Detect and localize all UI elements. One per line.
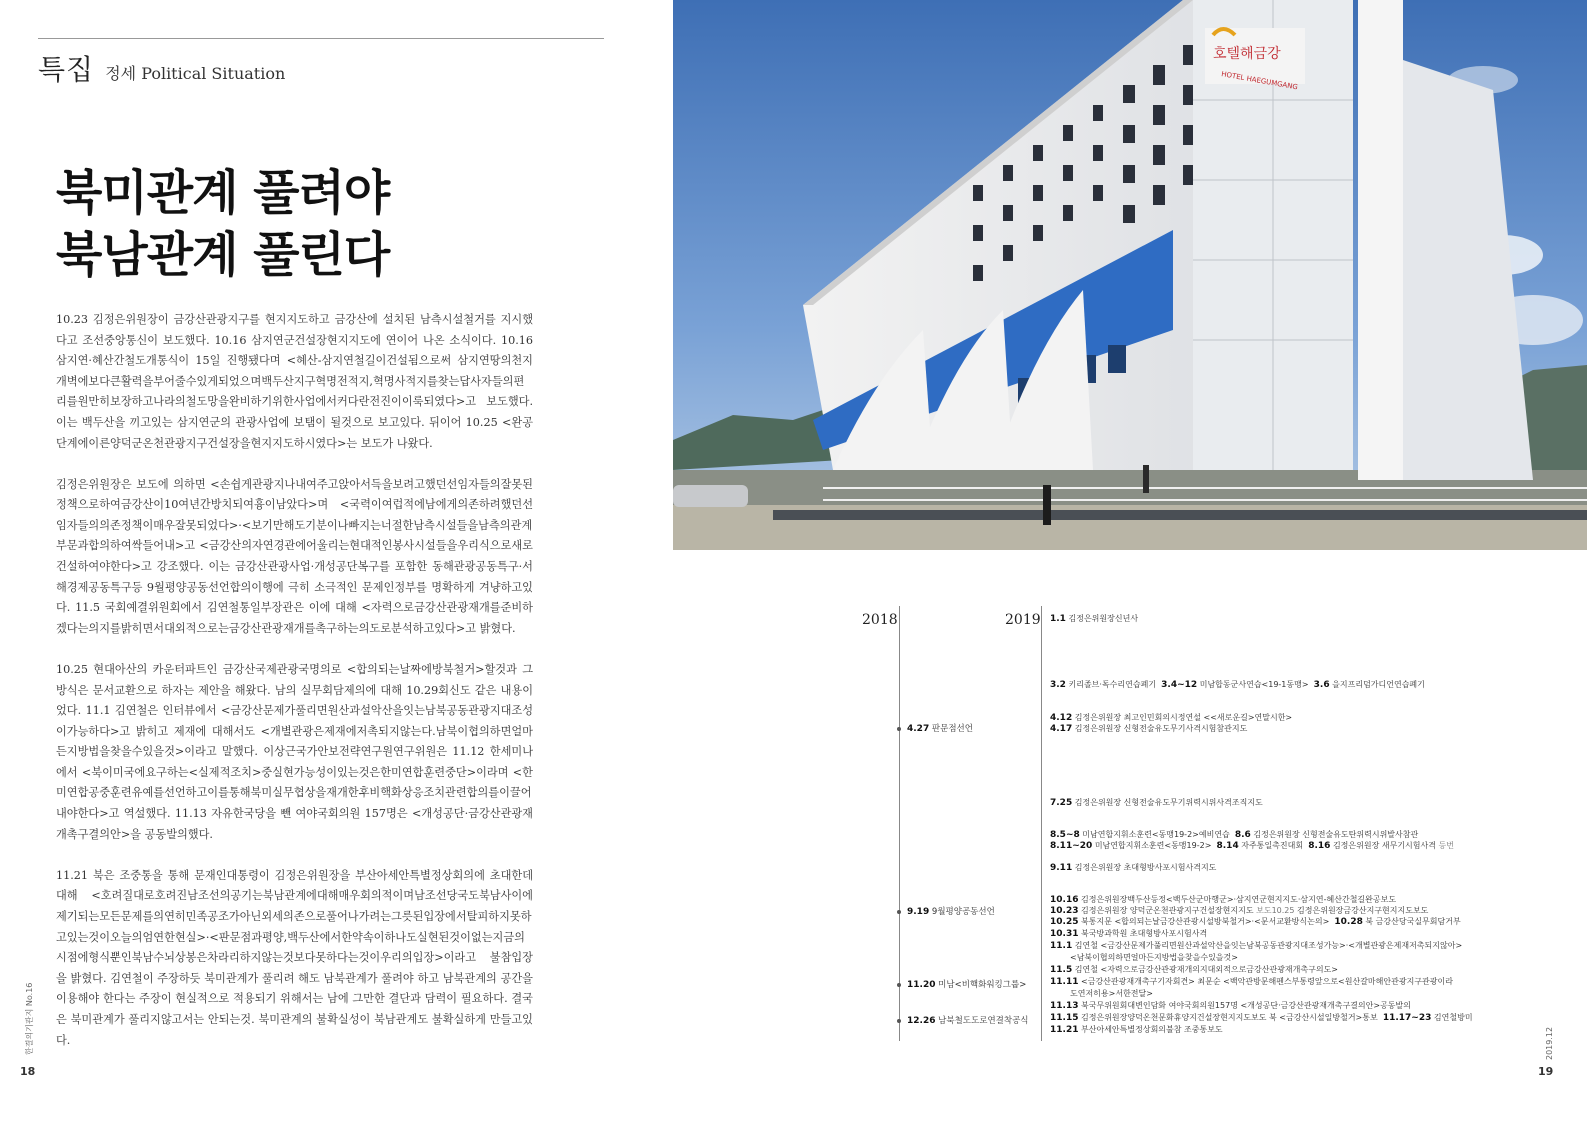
timeline-axis-2018 [899, 606, 900, 1041]
timeline-event-2019: 11.11 <금강산관광재개촉구기자회견> 최문순 <백악관방문해펜스부통령앞으로<원산갈마해안관광지구관광이라 [1050, 977, 1453, 987]
sidebar-issue-date: 2019.12 [1545, 1026, 1554, 1060]
timeline-event-2019: 10.23 김정은위원장 양덕군온천관광지구건설장현지지도 보도10.25 김정은위원장금강산지구현지지도보도 [1050, 906, 1429, 916]
timeline-event-2019: 8.11~20 미남연합지휘소훈련<동맹19-2> 8.14 자주통일촉진대회 8.16 김정은위원장 새무기시험사격 등번 [1050, 841, 1454, 851]
timeline-event-2018: 9.19 9월평양공동선언 [907, 907, 995, 917]
timeline-event-2018: 11.20 미남<비핵화워킹그룹> [907, 980, 1027, 990]
timeline-event-2019: 11.15 김정은위원장양덕온천문화휴양지건설장현지지도보도 북 <금강산시설일방철거>통보 11.17~23 김연철방미 [1050, 1013, 1473, 1023]
section-header [38, 48, 285, 88]
timeline-event-2019: 11.1 김연철 <금강산문제가풀리면원산과설악산을잇는남북공동관광지대조성가능>·<개별관광은제재저촉되지않아> [1050, 941, 1463, 951]
timeline-event-2018: 12.26 남북철도도로연결착공식 [907, 1016, 1029, 1026]
article-headline [56, 162, 389, 286]
timeline-event-2019: 8.5~8 미남연합지휘소훈련<동맹19-2>예비연습 8.6 김정은위원장 신형전술유도탄위력시위발사참관 [1050, 830, 1419, 840]
timeline-event-2019: 도연저히용>서한전달> [1070, 989, 1153, 998]
page-number-left: 18 [20, 1065, 36, 1078]
paragraph: 11.21 북은 조중통을 통해 문재인대통령이 김정은위원장을 부산아세안특별정상회의에 초대한데 대해 <호려질대로호려진남조선의공기는북남관계에대해매우회의적이며남조선당국도북남사이에제기되는모든문제를의연히민족공조가아닌외세의존으로풀어나가려는그릇된입장에서탈피하지못하고있는것이오늘의엄연한현실>·<판문점과평양,백두산에서한약속이하나도실현된것이없는지금의시점에형식뿐인북남수뇌상봉은차라리하지않는것보다못하다는것이우리의입장>이라고 불참입장을 밝혔다. 김연철이 주장하듯 북미관계가 풀리려 해도 남북관계가 풀려야 하고 남북관계의 공간을 이용해야 한다는 주장이 현실적으로 적용되기 위해서는 남에 그만한 결단과 담력이 필요하다. 결국은 북미관계가 풀리지않고서는 안되는것. 북미관계의 불확실성이 북남관계도 불확실하게 만들고있다. [56, 868, 533, 1047]
timeline-dot [897, 727, 901, 731]
paragraph: 10.23 김정은위원장이 금강산관광지구를 현지지도하고 금강산에 설치된 남측시설철거를 지시했다고 조선중앙통신이 보도했다. 10.16 삼지연군건설장현지지도에 연이어 나온 소식이다. 10.16 삼지연·혜산간철도개통식이 15일 진행됐다며 <혜산-삼지연철길이건설됨으로써 삼지연땅의천지개벽에보다큰활력을부어줄수있게되었으며백두산지구혁명전적지,혁명사적지를찾는답사자들의편리를원만히보장하고나라의철도망을완비하기위한사업에서커다란전진이이룩되였다>고 보도했다. 이는 백두산을 끼고있는 삼지연군의 관광사업에 보탬이 될것으로 보고있다. 뒤이어 10.25 <완공단계에이른양덕군온천관광지구건설장을현지지도하시였다>는 보도가 나왔다. [56, 313, 533, 450]
section-title: 특집 [38, 53, 95, 86]
timeline-event-2019: 10.25 북통지문 <합의되는날금강산관광시설방북철거>·<문서교환방식논의> 10.28 북 금강산당국실무회담거부 [1050, 917, 1461, 927]
hotel-photo [673, 0, 1587, 550]
timeline-event-2019: 10.31 북국방과학원 초대형방사포시험사격 [1050, 929, 1208, 939]
timeline-event-2019: 4.12 김정은위원장 최고인민회의시정연설 <<새로운길>연말시한> [1050, 713, 1293, 723]
year-2018: 2018 [862, 612, 898, 628]
article-body [56, 310, 533, 1072]
timeline-event-2019: 4.17 김정은위원장 신형전술유도무기사격시험참관지도 [1050, 724, 1248, 734]
hotel-sign-english: HOTEL HAEGUMGANG [1220, 70, 1299, 92]
timeline-event-2019: 11.13 북국무위원회대변인담화 여야국회의원157명 <개성공단·금강산관광재개촉구결의안>공동발의 [1050, 1001, 1411, 1011]
year-2019: 2019 [1005, 612, 1041, 628]
timeline-event-2019: 9.11 김정은위원장 초대형방사포시험사격지도 [1050, 863, 1217, 873]
timeline-event-2018: 4.27 판문점선언 [907, 724, 973, 734]
timeline-event-2019: 10.16 김정은위원장백두산등정<백두산군마행군>·삼지연군현지지도·삼지연-혜산간철길완공보도 [1050, 895, 1397, 905]
hotel-sign-korean: 호텔해금강 [1213, 46, 1281, 62]
timeline-dot [897, 983, 901, 987]
timeline-event-2019: 1.1 김정은위원장신년사 [1050, 614, 1139, 624]
page-number-right: 19 [1538, 1065, 1554, 1078]
timeline-event-2019: 11.5 김연철 <자력으로금강산관광재개의지대외적으로금강산관광재개촉구의도> [1050, 965, 1339, 975]
headline-line-1: 북미관계 풀려야 [56, 165, 390, 221]
section-subtitle: 정세 Political Situation [105, 64, 286, 83]
paragraph: 10.25 현대아산의 카운터파트인 금강산국제관광국명의로 <합의되는날짜에방북철거>할것과 그 방식은 문서교환으로 하자는 제안을 해왔다. 남의 실무회담제의에 대해 10.29회신도 같은 내용이었다. 11.1 김연철은 인터뷰에서 <금강산문제가풀리면원산과설악산을잇는남북공동관광지대조성이가능하다>고 밝히고 제재에 대해서도 <개별관광은제재에저촉되지않는다.남북이협의하면얼마든지방법을찾을수있을것>이라고 말했다. 이상근국가안보전략연구원연구위원은 11.12 한세미나에서 <북이미국에요구하는<실제적조치>중실현가능성이있는것은한미연합훈련중단>이라며 <한미연합공중훈련유예를선언하고이를통해북미실무협상을재개한후비핵화상응조치관련합의를이끌어내야한다>고 역설했다. 11.13 자유한국당을 뺀 여야국회의원 157명은 <개성공단·금강산관광재개촉구결의안>을 공동발의했다. [56, 662, 533, 841]
headline-line-2: 북남관계 풀린다 [56, 227, 390, 283]
timeline-event-2019: 11.21 부산아세안특별정상회의불참 조중통보도 [1050, 1025, 1223, 1035]
timeline-event-2019: 7.25 김정은위원장 신형전술유도무기위력시위사격조직지도 [1050, 798, 1263, 808]
timeline-dot [897, 910, 901, 914]
timeline-event-2019: <남북이협의하면얼마든지방법을찾을수있을것> [1070, 953, 1238, 962]
top-rule [38, 38, 604, 39]
timeline-axis-2019 [1041, 606, 1042, 1041]
timeline-event-2019: 3.2 키리졸브·독수리연습폐기 3.4~12 미남합동군사연습<19-1동맹> 3.6 을지프리덤가디언연습폐기 [1050, 680, 1425, 690]
paragraph: 김정은위원장은 보도에 의하면 <손쉽게관광지나내여주고앉아서득을보려고했던선임자들의잘못된정책으로하여금강산이10여년간방치되여흉이남았다>며 <국력이여럽적에남에게의존하려했던선임자들의의존정책이매우잘못되었다>·<보기만해도기분이나빠지는너절한남측시설들을남측의관계부문과합의하여싹들어내>고 <금강산의자연경관에어울리는현대적인봉사시설들을우리식으로새로건설하여야한다>고 강조했다. 이는 금강산관광사업·개성공단복구를 포함한 동해관광공동특구·서해경제공동특구등 9월평양공동선언합의이행에 극히 소극적인 문제인정부를 명확하게 겨냥하고있다. 11.5 국회예결위원회에서 김연철통일부장관은 이에 대해 <자력으로금강산관광재개를준비하겠다는의지를밝히면서대외적으로는금강산관광재개를촉구하는의도로분석하고있다>고 밝혔다. [56, 477, 533, 635]
sidebar-issue-label: 한결의기관지 No.16 [25, 982, 34, 1055]
timeline-dot [897, 1019, 901, 1023]
